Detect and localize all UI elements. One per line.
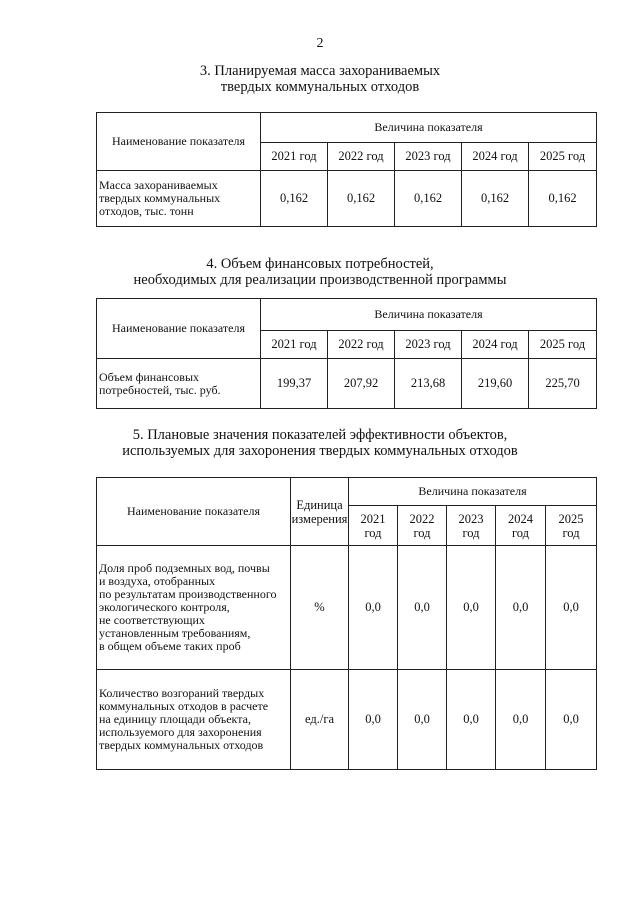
s5-row1-value: 0,0 — [496, 546, 546, 670]
s3-value: 0,162 — [261, 171, 328, 227]
s5-row1-label-line: экологического контроля, — [99, 600, 230, 614]
s5-header-value: Величина показателя — [349, 478, 597, 506]
s5-header-name: Наименование показателя — [97, 478, 291, 546]
s5-row2-value: 0,0 — [398, 670, 447, 770]
s5-row1-label-line: и воздуха, отобранных — [99, 574, 216, 588]
section-5-title-line1: 5. Плановые значения показателей эффективности объектов, — [132, 427, 508, 443]
s3-year: 2025 год — [529, 143, 597, 171]
s5-row2-value: 0,0 — [546, 670, 597, 770]
s5-row1-label-line: в общем объеме таких проб — [99, 639, 241, 653]
s3-year: 2021 год — [261, 143, 328, 171]
s4-value: 207,92 — [328, 359, 395, 409]
s5-year — [447, 506, 496, 546]
s5-row1-label — [97, 546, 291, 670]
s5-row2-label-line: Количество возгораний твердых — [99, 686, 265, 700]
s5-row1-value: 0,0 — [349, 546, 398, 670]
s5-row1-value: 0,0 — [546, 546, 597, 670]
section-3-title-line1: 3. Планируемая масса захораниваемых — [199, 63, 441, 79]
s4-value: 213,68 — [395, 359, 462, 409]
section-3-table — [96, 112, 597, 227]
s4-value: 225,70 — [529, 359, 597, 409]
s5-row2-value: 0,0 — [496, 670, 546, 770]
s4-year: 2024 год — [462, 331, 529, 359]
s5-year-number: 2023 — [458, 511, 484, 526]
s5-row2-label-line: используемого для захоронения — [99, 725, 262, 739]
section-5-title — [0, 427, 640, 459]
section-4-title-line1: 4. Объем финансовых потребностей, — [206, 256, 434, 272]
s5-row1-value: 0,0 — [398, 546, 447, 670]
s5-row2-value: 0,0 — [349, 670, 398, 770]
s5-row2-label-line: коммунальных отходов в расчете — [99, 699, 269, 713]
page-number: 2 — [316, 36, 324, 51]
s5-row1-label-line: Доля проб подземных вод, почвы — [99, 561, 270, 575]
section-5-title-line2: используемых для захоронения твердых коммунальных отходов — [122, 443, 518, 459]
s5-year-word: год — [511, 525, 530, 540]
s5-year — [349, 506, 398, 546]
s4-year: 2021 год — [261, 331, 328, 359]
section-3-title-line2: твердых коммунальных отходов — [220, 79, 420, 95]
s5-year-word: год — [562, 525, 580, 540]
s5-row1-label-line: установленным требованиям, — [99, 626, 251, 640]
section-4-title-line2: необходимых для реализации производственной программы — [133, 272, 507, 288]
s3-header-value: Величина показателя — [261, 113, 597, 143]
section-5-table — [96, 477, 597, 770]
s3-value: 0,162 — [328, 171, 395, 227]
s4-value: 199,37 — [261, 359, 328, 409]
s5-year — [398, 506, 447, 546]
s3-value: 0,162 — [529, 171, 597, 227]
s5-year-word: год — [413, 525, 431, 540]
s4-header-name: Наименование показателя — [97, 299, 261, 359]
s5-year — [546, 506, 597, 546]
s5-year-word: год — [462, 525, 480, 540]
s3-value: 0,162 — [462, 171, 529, 227]
s4-row-label: Объем финансовых потребностей, тыс. руб. — [97, 359, 261, 409]
s4-header-value: Величина показателя — [261, 299, 597, 331]
s5-row2-label — [97, 670, 291, 770]
s4-year: 2025 год — [529, 331, 597, 359]
s5-year-number: 2025 — [558, 511, 584, 526]
s5-year-number: 2022 — [409, 511, 435, 526]
s5-year-number: 2021 — [360, 511, 386, 526]
s5-row2-unit: ед./га — [291, 670, 349, 770]
s5-row1-unit: % — [291, 546, 349, 670]
s4-year: 2023 год — [395, 331, 462, 359]
s3-header-name: Наименование показателя — [97, 113, 261, 171]
s3-year: 2023 год — [395, 143, 462, 171]
section-4-table — [96, 298, 597, 409]
section-3-title — [0, 63, 640, 95]
s5-row2-label-line: твердых коммунальных отходов — [99, 738, 264, 752]
s5-row2-value: 0,0 — [447, 670, 496, 770]
s5-row1-label-line: по результатам производственного — [99, 587, 277, 601]
s3-row-label: Масса захораниваемых твердых коммунальных отходов, тыс. тонн — [97, 171, 261, 227]
section-4-title — [0, 256, 640, 288]
s3-year: 2022 год — [328, 143, 395, 171]
s4-year: 2022 год — [328, 331, 395, 359]
s3-value: 0,162 — [395, 171, 462, 227]
s3-year: 2024 год — [462, 143, 529, 171]
s5-year — [496, 506, 546, 546]
s5-row1-value: 0,0 — [447, 546, 496, 670]
s5-year-word: год — [364, 525, 382, 540]
s5-header-unit: Единица измерения — [291, 478, 349, 546]
s4-value: 219,60 — [462, 359, 529, 409]
s5-row1-label-line: не соответствующих — [99, 613, 205, 627]
s5-year-number: 2024 — [508, 511, 533, 526]
s5-row2-label-line: на единицу площади объекта, — [99, 712, 251, 726]
